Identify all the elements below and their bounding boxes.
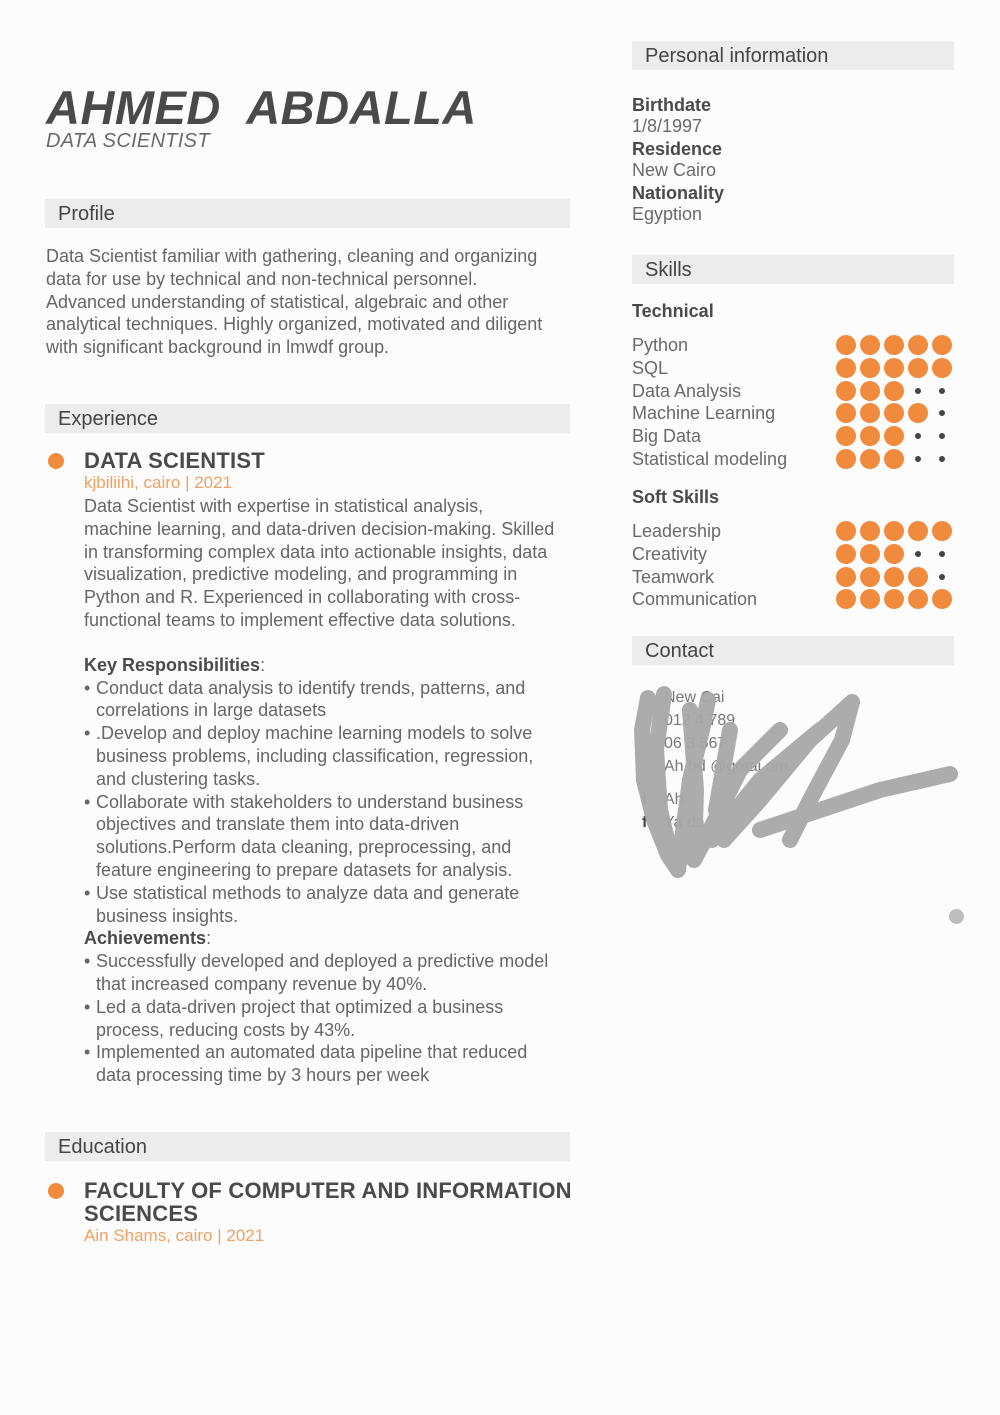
linkedin-text: Ah bbox=[664, 791, 684, 808]
skill-rating bbox=[836, 544, 954, 564]
skill-row bbox=[632, 402, 954, 424]
linkedin-icon: i bbox=[642, 791, 647, 808]
list-item bbox=[84, 882, 574, 928]
rating-dot-filled bbox=[884, 567, 904, 587]
rating-dot-filled bbox=[836, 403, 856, 423]
rating-dot-empty bbox=[939, 456, 945, 462]
skill-row bbox=[632, 543, 954, 565]
rating-dot-filled bbox=[836, 426, 856, 446]
rating-dot-filled bbox=[884, 521, 904, 541]
education-section-header: Education bbox=[45, 1132, 570, 1161]
list-item-line: objectives and translate them into data-driven bbox=[96, 814, 460, 835]
scroll-indicator-dot bbox=[949, 909, 964, 924]
rating-dot-filled bbox=[908, 358, 928, 378]
personal-info-section-header: Personal information bbox=[632, 41, 954, 70]
timeline-bullet-icon bbox=[48, 453, 64, 469]
responsibilities-list bbox=[84, 677, 574, 928]
rating-dot-filled bbox=[836, 544, 856, 564]
job-company: kjbiliihi, cairo | 2021 bbox=[84, 473, 233, 492]
skill-rating bbox=[836, 521, 954, 541]
list-item-line: • Conduct data analysis to identify trends, patterns, and bbox=[96, 677, 526, 698]
rating-dot-filled bbox=[884, 449, 904, 469]
rating-dot-filled bbox=[836, 567, 856, 587]
skill-name: Machine Learning bbox=[632, 403, 776, 424]
summary-line: in transforming complex data into actionable insights, data bbox=[84, 541, 548, 562]
list-item-line: and clustering tasks. bbox=[96, 768, 261, 789]
rating-dot-filled bbox=[836, 335, 856, 355]
rating-dot-empty bbox=[939, 410, 945, 416]
list-item-line: • Implemented an automated data pipeline that reduced bbox=[96, 1042, 528, 1063]
list-item-line: feature engineering to prepare datasets for analysis. bbox=[96, 859, 513, 880]
rating-dot-filled bbox=[884, 403, 904, 423]
rating-dot-filled bbox=[860, 381, 880, 401]
summary-line: machine learning, and data-driven decision-making. Skilled bbox=[84, 518, 555, 539]
list-item-line: • Use statistical methods to analyze data and generate bbox=[96, 882, 520, 903]
candidate-title: DATA SCIENTIST bbox=[46, 130, 210, 152]
rating-dot-filled bbox=[932, 589, 952, 609]
responsibilities-label: Key Responsibilities bbox=[84, 654, 261, 675]
candidate-name: AHMED ABDALLA bbox=[46, 81, 477, 134]
rating-dot-filled bbox=[836, 521, 856, 541]
birthdate-value: 1/8/1997 bbox=[632, 116, 703, 136]
rating-dot-filled bbox=[932, 335, 952, 355]
rating-dot-filled bbox=[884, 381, 904, 401]
skill-rating bbox=[836, 426, 954, 446]
residence-value: New Cairo bbox=[632, 160, 717, 180]
contact-phone-1: 012 4 789 bbox=[664, 712, 736, 729]
skill-row bbox=[632, 566, 954, 588]
profile-line: analytical techniques. Highly organized, motivated and diligent bbox=[46, 314, 543, 335]
rating-dot-empty bbox=[915, 388, 921, 394]
skill-rating bbox=[836, 567, 954, 587]
list-item-line: • Successfully developed and deployed a predictive model bbox=[96, 951, 549, 972]
rating-dot-filled bbox=[908, 335, 928, 355]
school-name: Ain Shams, cairo | 2021 bbox=[84, 1226, 265, 1245]
profile-line: with significant background in lmwdf group. bbox=[46, 337, 390, 358]
facebook-text: Ya da bbox=[664, 814, 705, 831]
profile-text bbox=[46, 245, 571, 359]
rating-dot-filled bbox=[860, 544, 880, 564]
skill-row bbox=[632, 334, 954, 356]
contact-phone-2: 06 3 567 bbox=[664, 735, 727, 752]
skill-name: Data Analysis bbox=[632, 380, 742, 401]
list-item bbox=[84, 950, 574, 996]
rating-dot-filled bbox=[884, 426, 904, 446]
rating-dot-filled bbox=[860, 335, 880, 355]
skill-name: SQL bbox=[632, 357, 669, 378]
summary-line: Python and R. Experienced in collaborating with cross- bbox=[84, 587, 521, 608]
rating-dot-filled bbox=[932, 521, 952, 541]
responsibilities-heading: Key Responsibilities: bbox=[84, 654, 266, 675]
summary-line: functional teams to implement effective data solutions. bbox=[84, 609, 516, 630]
summary-line: visualization, predictive modeling, and programming in bbox=[84, 564, 518, 585]
skill-row bbox=[632, 425, 954, 447]
rating-dot-filled bbox=[836, 358, 856, 378]
rating-dot-filled bbox=[860, 567, 880, 587]
list-item bbox=[84, 1041, 574, 1087]
list-item-line: solutions.Perform data cleaning, preprocessing, and bbox=[96, 837, 512, 858]
rating-dot-empty bbox=[939, 574, 945, 580]
list-item-line: correlations in large datasets bbox=[96, 700, 327, 721]
rating-dot-filled bbox=[860, 449, 880, 469]
skill-rating bbox=[836, 358, 954, 378]
skill-name: Big Data bbox=[632, 426, 702, 447]
rating-dot-empty bbox=[939, 433, 945, 439]
residence-label: Residence bbox=[632, 139, 723, 159]
rating-dot-filled bbox=[860, 426, 880, 446]
skill-name: Python bbox=[632, 335, 689, 355]
skill-name: Statistical modeling bbox=[632, 449, 788, 469]
skill-row bbox=[632, 357, 954, 379]
profile-section-header: Profile bbox=[45, 199, 570, 228]
list-item-line: • Led a data-driven project that optimized a business bbox=[96, 996, 504, 1017]
skill-rating bbox=[836, 403, 954, 423]
skill-rating bbox=[836, 335, 954, 355]
list-item-line: data processing time by 3 hours per week bbox=[96, 1065, 430, 1086]
nationality-label: Nationality bbox=[632, 183, 725, 203]
contact-address: New Cai bbox=[664, 689, 725, 706]
skill-name: Communication bbox=[632, 589, 758, 610]
rating-dot-filled bbox=[860, 521, 880, 541]
profile-line: Advanced understanding of statistical, algebraic and other bbox=[46, 291, 509, 312]
rating-dot-filled bbox=[908, 403, 928, 423]
rating-dot-filled bbox=[932, 358, 952, 378]
list-item bbox=[84, 791, 574, 882]
rating-dot-empty bbox=[939, 388, 945, 394]
skill-name: Leadership bbox=[632, 521, 722, 541]
soft-skills-heading: Soft Skills bbox=[632, 487, 720, 507]
personal-info bbox=[632, 95, 724, 224]
contact-section-header: Contact bbox=[632, 636, 954, 665]
rating-dot-filled bbox=[836, 449, 856, 469]
rating-dot-empty bbox=[915, 551, 921, 557]
rating-dot-filled bbox=[836, 589, 856, 609]
rating-dot-filled bbox=[836, 381, 856, 401]
rating-dot-empty bbox=[915, 433, 921, 439]
rating-dot-filled bbox=[860, 358, 880, 378]
rating-dot-filled bbox=[884, 544, 904, 564]
skill-rating bbox=[836, 449, 954, 469]
summary-line: Data Scientist with expertise in statistical analysis, bbox=[84, 496, 484, 516]
timeline-bullet-icon bbox=[48, 1183, 64, 1199]
rating-dot-filled bbox=[884, 358, 904, 378]
list-item-line: process, reducing costs by 43%. bbox=[96, 1019, 356, 1040]
skill-rating bbox=[836, 381, 954, 401]
skill-name: Teamwork bbox=[632, 566, 715, 587]
achievements-label: Achievements bbox=[84, 928, 207, 949]
experience-section-header: Experience bbox=[45, 404, 570, 433]
list-item bbox=[84, 677, 574, 723]
rating-dot-filled bbox=[884, 335, 904, 355]
list-item bbox=[84, 722, 574, 790]
rating-dot-filled bbox=[860, 403, 880, 423]
profile-line: Data Scientist familiar with gathering, cleaning and organizing bbox=[46, 246, 538, 266]
technical-skills-heading: Technical bbox=[632, 301, 714, 321]
profile-line: data for use by technical and non-technical personnel. bbox=[46, 268, 478, 289]
rating-dot-empty bbox=[915, 456, 921, 462]
skill-row bbox=[632, 520, 954, 542]
skills-section-header: Skills bbox=[632, 255, 954, 284]
list-item-line: • .Develop and deploy machine learning models to solve bbox=[96, 723, 533, 744]
nationality-value: Egyption bbox=[632, 204, 703, 224]
achievements-list bbox=[84, 950, 574, 1087]
list-item-line: that increased company revenue by 40%. bbox=[96, 973, 428, 994]
contact-email: Ah bd @gmai om bbox=[664, 758, 788, 775]
rating-dot-filled bbox=[860, 589, 880, 609]
degree-title-line2: SCIENCES bbox=[84, 1201, 199, 1226]
list-item-line: business insights. bbox=[96, 905, 239, 926]
skill-row bbox=[632, 380, 954, 402]
birthdate-label: Birthdate bbox=[632, 95, 712, 115]
skill-row bbox=[632, 588, 954, 610]
job-summary bbox=[84, 495, 574, 632]
job-details bbox=[84, 495, 574, 1087]
rating-dot-empty bbox=[939, 551, 945, 557]
redaction-scribble bbox=[620, 670, 970, 890]
list-item-line: business problems, including classification, regression, bbox=[96, 745, 534, 766]
list-item-line: • Collaborate with stakeholders to understand business bbox=[96, 791, 524, 812]
rating-dot-filled bbox=[908, 589, 928, 609]
list-item bbox=[84, 996, 574, 1042]
rating-dot-filled bbox=[908, 567, 928, 587]
rating-dot-filled bbox=[908, 521, 928, 541]
facebook-icon: f bbox=[642, 814, 648, 831]
skill-name: Creativity bbox=[632, 543, 708, 564]
degree-title-line1: FACULTY OF COMPUTER AND INFORMATION bbox=[84, 1178, 572, 1203]
skill-row bbox=[632, 448, 954, 470]
rating-dot-filled bbox=[884, 589, 904, 609]
job-title: DATA SCIENTIST bbox=[84, 448, 265, 473]
skill-rating bbox=[836, 589, 954, 609]
achievements-heading: Achievements: bbox=[84, 928, 212, 949]
